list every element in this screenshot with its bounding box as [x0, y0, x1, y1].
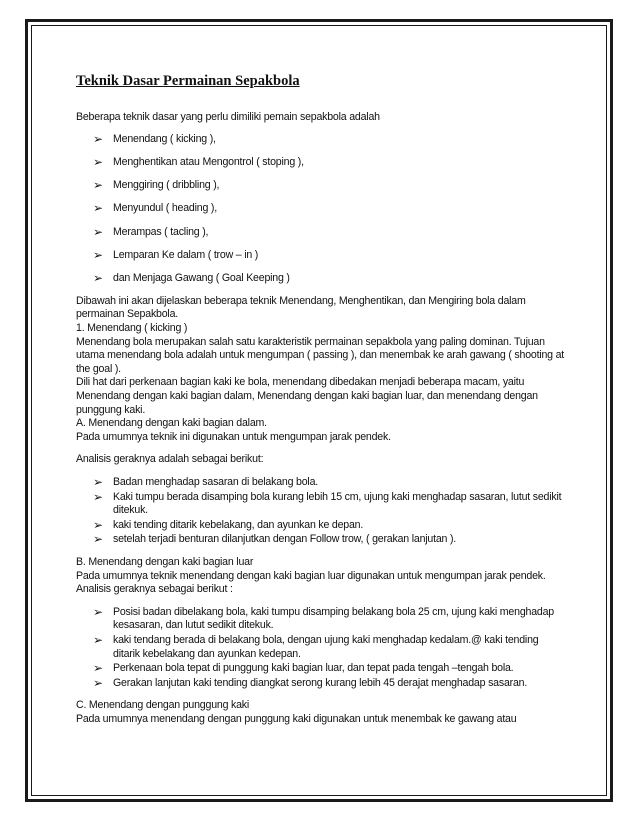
- intro-text: Beberapa teknik dasar yang perlu dimiliki pemain sepakbola adalah: [76, 110, 380, 123]
- technique-item-text: Menendang ( kicking ),: [113, 133, 216, 146]
- arrow-bullet-icon: ➢: [93, 155, 103, 170]
- sub-b-steps-list: [76, 606, 568, 691]
- sub-b-paragraph: Pada umumnya teknik menendang dengan kaki bagian luar digunakan untuk mengumpan jarak pendek.: [76, 569, 546, 582]
- analysis-label-a: Analisis geraknya adalah sebagai berikut:: [76, 453, 264, 466]
- technique-item: [93, 249, 568, 263]
- document-body: [76, 60, 568, 726]
- section-1-heading: 1. Menendang ( kicking ): [76, 322, 188, 335]
- sub-c-paragraph: Pada umumnya menendang dengan punggung kaki digunakan untuk menembak ke gawang atau: [76, 712, 517, 725]
- step-item-text: kaki tending ditarik kebelakang, dan ayunkan ke depan.: [113, 518, 364, 531]
- section-1-paragraph-1: Menendang bola merupakan salah satu karakteristik permainan sepakbola yang paling dominan. Tujuan utama menendang bola adalah untuk mengumpan ( passing ), dan menembak ke arah gawang ( shooting at the goal ).: [76, 335, 565, 375]
- explanation-line-1: Dibawah ini akan dijelaskan beberapa teknik Menendang, Menghentikan, dan Mengiring bola dalam: [76, 294, 526, 307]
- step-item: [93, 519, 568, 533]
- arrow-bullet-icon: ➢: [93, 270, 103, 285]
- step-item: [93, 533, 568, 547]
- sub-a-heading: A. Menendang dengan kaki bagian dalam.: [76, 417, 267, 430]
- step-item: [93, 606, 568, 633]
- technique-item: [93, 156, 568, 170]
- arrow-bullet-icon: ➢: [93, 132, 103, 147]
- step-item-text: Badan menghadap sasaran di belakang bola.: [113, 475, 319, 488]
- step-item: [93, 476, 568, 490]
- section-1-paragraph-2: Dili hat dari perkenaan bagian kaki ke bola, menendang dibedakan menjadi beberapa macam, yaitu Menendang dengan kaki bagian dalam, Menendang dengan kaki bagian luar, dan menendang dengan punggung kaki.: [76, 376, 538, 416]
- arrow-bullet-icon: ➢: [93, 247, 103, 262]
- sub-c-heading: C. Menendang dengan punggung kaki: [76, 699, 250, 712]
- arrow-bullet-icon: ➢: [93, 489, 103, 504]
- step-item: [93, 677, 568, 691]
- technique-item: [93, 133, 568, 147]
- arrow-bullet-icon: ➢: [93, 474, 103, 489]
- step-item-text: Gerakan lanjutan kaki tending diangkat serong kurang lebih 45 derajat menghadap sasaran.: [113, 676, 528, 689]
- step-item-text: Kaki tumpu berada disamping bola kurang lebih 15 cm, ujung kaki menghadap sasaran, lutut sedikit ditekuk.: [113, 490, 562, 517]
- technique-item-text: Menghentikan atau Mengontrol ( stoping ),: [113, 156, 304, 169]
- arrow-bullet-icon: ➢: [93, 517, 103, 532]
- sub-a-paragraph: Pada umumnya teknik ini digunakan untuk mengumpan jarak pendek.: [76, 430, 391, 443]
- step-item: [93, 491, 568, 518]
- document-title: Teknik Dasar Permainan Sepakbola: [76, 73, 300, 89]
- technique-item-text: Lemparan Ke dalam ( trow – in ): [113, 248, 259, 261]
- technique-item-text: Menggiring ( dribbling ),: [113, 179, 220, 192]
- step-item-text: kaki tendang berada di belakang bola, dengan ujung kaki menghadap kedalam.@ kaki tending ditarik kebelakang dan ayunkan kedepan.: [113, 633, 539, 660]
- step-item-text: Perkenaan bola tepat di punggung kaki bagian luar, dan tepat pada tengah –tengah bola.: [113, 662, 514, 675]
- sub-b-heading: B. Menendang dengan kaki bagian luar: [76, 555, 254, 568]
- arrow-bullet-icon: ➢: [93, 201, 103, 216]
- technique-item: [93, 202, 568, 216]
- arrow-bullet-icon: ➢: [93, 532, 103, 547]
- sub-a-steps-list: [76, 476, 568, 547]
- step-item: [93, 662, 568, 676]
- technique-item-text: Menyundul ( heading ),: [113, 202, 217, 215]
- arrow-bullet-icon: ➢: [93, 675, 103, 690]
- technique-item: [93, 226, 568, 240]
- technique-item-text: Merampas ( tacling ),: [113, 225, 209, 238]
- arrow-bullet-icon: ➢: [93, 604, 103, 619]
- step-item: [93, 634, 568, 661]
- arrow-bullet-icon: ➢: [93, 661, 103, 676]
- techniques-list: [76, 133, 568, 285]
- step-item-text: Posisi badan dibelakang bola, kaki tumpu disamping belakang bola 25 cm, ujung kaki menghadap kesasaran, dan lutut sedikit ditekuk.: [113, 605, 554, 632]
- technique-item-text: dan Menjaga Gawang ( Goal Keeping ): [113, 271, 290, 284]
- explanation-line-2: permainan Sepakbola.: [76, 308, 179, 321]
- arrow-bullet-icon: ➢: [93, 632, 103, 647]
- step-item-text: setelah terjadi benturan dilanjutkan dengan Follow trow, ( gerakan lanjutan ).: [113, 533, 457, 546]
- technique-item: [93, 272, 568, 286]
- arrow-bullet-icon: ➢: [93, 224, 103, 239]
- analysis-label-b: Analisis geraknya sebagai berikut :: [76, 583, 233, 596]
- arrow-bullet-icon: ➢: [93, 178, 103, 193]
- technique-item: [93, 179, 568, 193]
